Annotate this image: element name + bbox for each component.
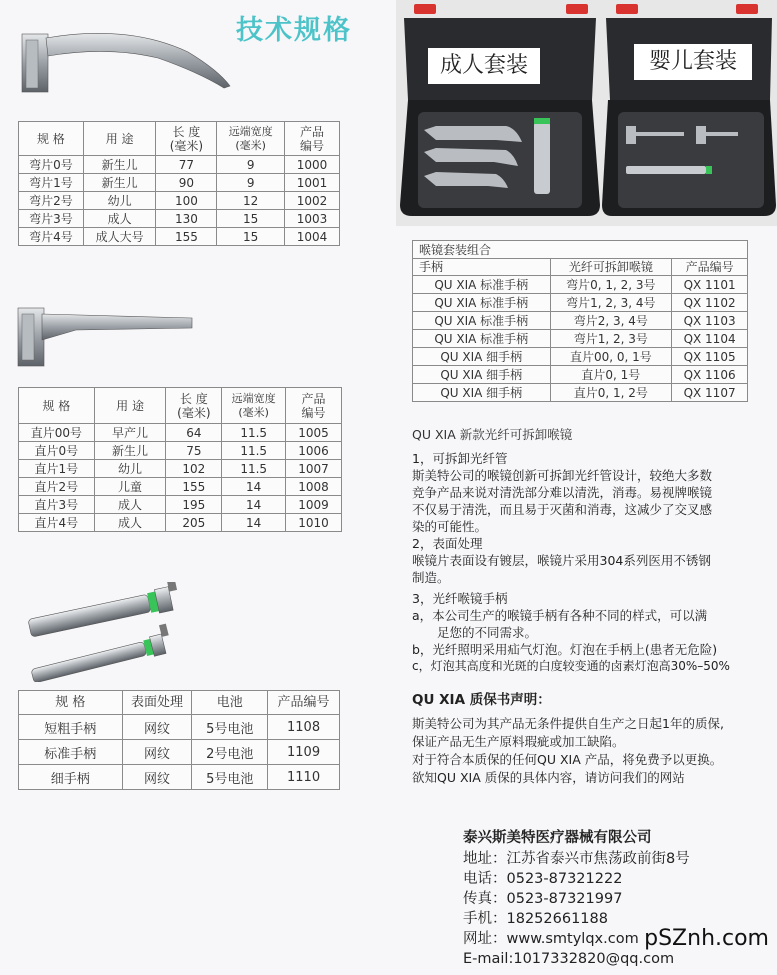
- cell: 弯片0号: [19, 156, 84, 174]
- cell: 直片0, 1号: [550, 366, 672, 384]
- description-heading: QU XIA 新款光纤可拆卸喉镜: [412, 427, 573, 442]
- cell: 成人: [83, 210, 156, 228]
- cell: QU XIA 细手柄: [413, 366, 551, 384]
- cell: 1002: [285, 192, 340, 210]
- cell: 弯片3号: [19, 210, 84, 228]
- company-email[interactable]: E-mail:1017332820@qq.com: [463, 951, 675, 967]
- table-row: [413, 366, 748, 384]
- warranty-line: 欲知QU XIA 质保的具体内容，请访问我们的网站: [412, 770, 685, 785]
- cell: 弯片4号: [19, 228, 84, 246]
- cell: QX 1107: [672, 384, 748, 402]
- table-row: [19, 424, 342, 442]
- table-row: [19, 765, 340, 790]
- cell: 细手柄: [19, 765, 123, 790]
- section-3-title: 3，光纤喉镜手柄: [412, 591, 508, 606]
- table-row: [19, 210, 340, 228]
- cell: 14: [222, 496, 286, 514]
- col-header-use: 用 途: [83, 122, 156, 156]
- cell: 弯片0, 1, 2, 3号: [550, 276, 672, 294]
- cell: 成人: [94, 496, 166, 514]
- cell: 130: [156, 210, 217, 228]
- cell: 短粗手柄: [19, 715, 123, 740]
- table-row: [19, 740, 340, 765]
- col-header-surface: 表面处理: [122, 691, 192, 715]
- cell: 弯片1号: [19, 174, 84, 192]
- cell: 1003: [285, 210, 340, 228]
- company-address: 地址：江苏省泰兴市焦荡政前街8号: [463, 851, 690, 867]
- section-1-title: 1，可拆卸光纤管: [412, 451, 508, 466]
- section-2-title: 2，表面处理: [412, 536, 483, 551]
- col-header-spec: 规 格: [19, 691, 123, 715]
- cell: 9: [217, 174, 285, 192]
- cell: 直片3号: [19, 496, 95, 514]
- warranty-line: 斯美特公司为其产品无条件提供自生产之日起1年的质保,: [412, 716, 724, 731]
- straight-blade-table: [18, 387, 342, 532]
- cell: QU XIA 标准手柄: [413, 276, 551, 294]
- section-1-line: 斯美特公司的喉镜创新可拆卸光纤管设计，较绝大多数: [412, 468, 713, 483]
- handles-image: [22, 582, 192, 682]
- table-row: [19, 192, 340, 210]
- cell: 幼儿: [94, 460, 166, 478]
- cell: 新生儿: [83, 156, 156, 174]
- section-2-line: 制造。: [412, 570, 450, 585]
- section-3-line: c，灯泡其高度和光斑的白度较变通的卤素灯泡高30%–50%: [412, 659, 730, 673]
- cell: 5号电池: [192, 715, 268, 740]
- cell: QU XIA 标准手柄: [413, 330, 551, 348]
- table-row: [413, 384, 748, 402]
- table-row: [19, 496, 342, 514]
- cell: QX 1104: [672, 330, 748, 348]
- cell: 1000: [285, 156, 340, 174]
- col-header-spec: 规 格: [19, 388, 95, 424]
- cell: QU XIA 细手柄: [413, 384, 551, 402]
- company-fax: 传真：0523-87321997: [463, 891, 623, 907]
- cell: 15: [217, 210, 285, 228]
- cell: 直片0号: [19, 442, 95, 460]
- table-row: [19, 174, 340, 192]
- cell: 1110: [268, 765, 340, 790]
- col-header-use: 用 途: [94, 388, 166, 424]
- section-1-line: 染的可能性。: [412, 519, 488, 534]
- cell: 儿童: [94, 478, 166, 496]
- cell: 155: [156, 228, 217, 246]
- section-3-line: b，光纤照明采用疝气灯泡。灯泡在手柄上(患者无危险): [412, 642, 718, 657]
- table-row: [19, 478, 342, 496]
- cell: 弯片1, 2, 3, 4号: [550, 294, 672, 312]
- kit-table-caption: 喉镜套装组合: [413, 241, 748, 259]
- cell: QU XIA 细手柄: [413, 348, 551, 366]
- col-header-code: 产品编号: [268, 691, 340, 715]
- table-row: [19, 460, 342, 478]
- col-header-handle: 手柄: [413, 259, 551, 276]
- warranty-line: 保证产品无生产原料瑕疵或加工缺陷。: [412, 734, 625, 749]
- table-row: [19, 228, 340, 246]
- section-3-line: a，本公司生产的喉镜手柄有各种不同的样式，可以满: [412, 608, 708, 623]
- col-header-spec: 规 格: [19, 122, 84, 156]
- cell: 100: [156, 192, 217, 210]
- cell: 77: [156, 156, 217, 174]
- cell: 75: [166, 442, 222, 460]
- cell: 11.5: [222, 424, 286, 442]
- product-description: [412, 426, 774, 675]
- cell: 弯片1, 2, 3号: [550, 330, 672, 348]
- cell: 14: [222, 514, 286, 532]
- cell: 网纹: [122, 715, 192, 740]
- col-header-code: 产品 编号: [286, 388, 342, 424]
- cell: 102: [166, 460, 222, 478]
- cell: 幼儿: [83, 192, 156, 210]
- page-title: 技术规格: [236, 15, 352, 46]
- cell: 直片00, 0, 1号: [550, 348, 672, 366]
- table-row: [19, 442, 342, 460]
- table-row: [413, 330, 748, 348]
- cell: 1005: [286, 424, 342, 442]
- kit-combination-table: [412, 240, 748, 402]
- cell: 1006: [286, 442, 342, 460]
- cell: 弯片2, 3, 4号: [550, 312, 672, 330]
- cell: 弯片2号: [19, 192, 84, 210]
- cell: 15: [217, 228, 285, 246]
- cell: 1010: [286, 514, 342, 532]
- cell: 1008: [286, 478, 342, 496]
- section-3-line: 足您的不同需求。: [412, 625, 538, 640]
- infant-case-photo: [600, 0, 777, 226]
- warranty-line: 对于符合本质保的任何QU XIA 产品，将免费予以更换。: [412, 752, 723, 767]
- cell: 1108: [268, 715, 340, 740]
- straight-blade-image: [16, 300, 196, 372]
- curved-blade-table: [18, 121, 340, 246]
- cell: 1001: [285, 174, 340, 192]
- adult-case-drawing: [396, 0, 604, 226]
- curved-blade-image: [18, 22, 233, 97]
- section-1-line: 不仅易于清洗，而且易于灭菌和消毒，这减少了交叉感: [412, 502, 713, 517]
- col-header-code: 产品 编号: [285, 122, 340, 156]
- section-1-line: 竞争产品来说对清洗部分难以清洗，消毒。易视牌喉镜: [412, 485, 713, 500]
- cell: 新生儿: [83, 174, 156, 192]
- company-website[interactable]: 网址：www.smtylqx.com: [463, 931, 639, 947]
- cell: QX 1101: [672, 276, 748, 294]
- cell: 早产儿: [94, 424, 166, 442]
- cell: 90: [156, 174, 217, 192]
- table-row: [413, 276, 748, 294]
- col-header-battery: 电池: [192, 691, 268, 715]
- cell: 195: [166, 496, 222, 514]
- col-header-length: 长 度 (毫米): [156, 122, 217, 156]
- cell: 1007: [286, 460, 342, 478]
- table-row: [19, 156, 340, 174]
- col-header-width: 远端宽度 (毫米): [222, 388, 286, 424]
- cell: 直片0, 1, 2号: [550, 384, 672, 402]
- cell: 成人: [94, 514, 166, 532]
- cell: 1109: [268, 740, 340, 765]
- cell: 成人大号: [83, 228, 156, 246]
- watermark: pSZnh.com: [644, 926, 769, 951]
- cell: 5号电池: [192, 765, 268, 790]
- table-row: [19, 715, 340, 740]
- col-header-width: 远端宽度 (毫米): [217, 122, 285, 156]
- cell: 网纹: [122, 740, 192, 765]
- cell: 直片2号: [19, 478, 95, 496]
- cell: 新生儿: [94, 442, 166, 460]
- company-mobile: 手机：18252661188: [463, 911, 608, 927]
- cell: 直片1号: [19, 460, 95, 478]
- cell: QX 1103: [672, 312, 748, 330]
- cell: QX 1106: [672, 366, 748, 384]
- col-header-blades: 光纤可拆卸喉镜: [550, 259, 672, 276]
- cell: 155: [166, 478, 222, 496]
- warranty-heading: QU XIA 质保书声明：: [412, 692, 551, 708]
- cell: 标准手柄: [19, 740, 123, 765]
- cell: 直片4号: [19, 514, 95, 532]
- cell: 9: [217, 156, 285, 174]
- warranty-statement: [412, 691, 774, 787]
- section-2-line: 喉镜片表面设有镀层，喉镜片采用304系列医用不锈钢: [412, 553, 711, 568]
- company-name: 泰兴斯美特医疗器械有限公司: [463, 830, 652, 846]
- cell: 1009: [286, 496, 342, 514]
- cell: QX 1105: [672, 348, 748, 366]
- cell: 网纹: [122, 765, 192, 790]
- table-row: [413, 348, 748, 366]
- cell: 14: [222, 478, 286, 496]
- table-row: [413, 312, 748, 330]
- handle-table: [18, 690, 340, 790]
- infant-case-label: 婴儿套装: [634, 44, 752, 80]
- cell: 205: [166, 514, 222, 532]
- cell: QU XIA 标准手柄: [413, 294, 551, 312]
- table-row: [19, 514, 342, 532]
- col-header-length: 长 度 (毫米): [166, 388, 222, 424]
- cell: 12: [217, 192, 285, 210]
- company-phone: 电话：0523-87321222: [463, 871, 623, 887]
- table-row: [413, 294, 748, 312]
- cell: 64: [166, 424, 222, 442]
- cell: QU XIA 标准手柄: [413, 312, 551, 330]
- infant-case-drawing: [600, 0, 777, 226]
- adult-case-label: 成人套装: [428, 48, 540, 84]
- cell: QX 1102: [672, 294, 748, 312]
- cell: 11.5: [222, 460, 286, 478]
- col-header-code: 产品编号: [672, 259, 748, 276]
- cell: 1004: [285, 228, 340, 246]
- cell: 2号电池: [192, 740, 268, 765]
- cell: 11.5: [222, 442, 286, 460]
- cell: 直片00号: [19, 424, 95, 442]
- adult-case-photo: [396, 0, 604, 226]
